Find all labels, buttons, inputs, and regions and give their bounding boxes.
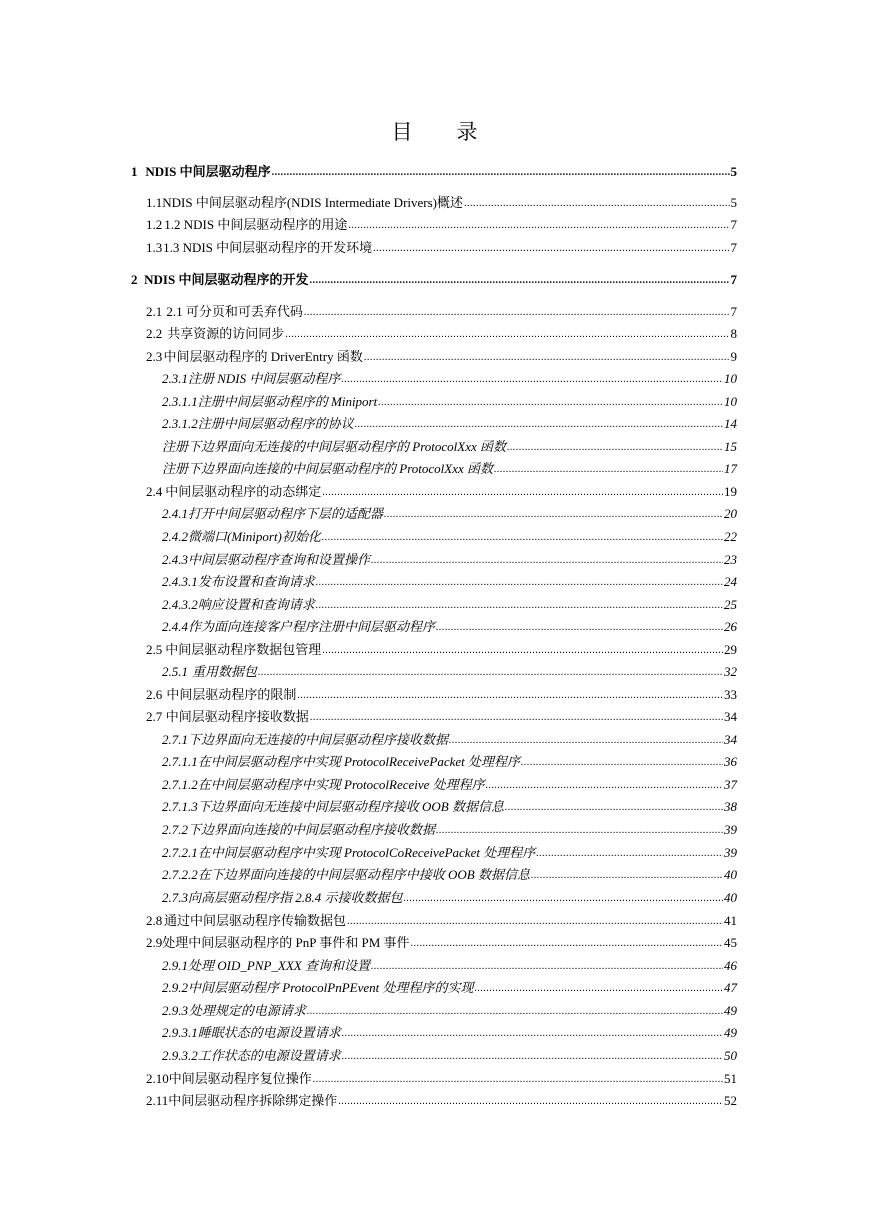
- toc-entry-number: 2.11: [146, 1093, 169, 1108]
- toc-leader-dots: [313, 1075, 723, 1085]
- toc-entry-number: 2.2: [146, 326, 163, 341]
- toc-entry-page: 49: [724, 1025, 737, 1040]
- toc-entry-number: 2.10: [146, 1071, 169, 1086]
- toc-entry[interactable]: [146, 687, 737, 703]
- toc-entry-title: 注册 NDIS 中间层驱动程序: [188, 371, 341, 386]
- toc-entry-title: 中间层驱动程序查询和设置操作: [188, 552, 371, 567]
- title-char-2: 录: [456, 120, 478, 144]
- toc-entry[interactable]: [162, 461, 737, 477]
- toc-entry[interactable]: [162, 416, 737, 432]
- toc-leader-dots: [341, 375, 723, 385]
- toc-entry-title: 注册中间层驱动程序的协议: [197, 416, 354, 431]
- toc-entry-page: 34: [724, 732, 737, 747]
- toc-entry-number: 2.3.1: [162, 371, 188, 386]
- toc-entry-number: 1: [131, 164, 138, 179]
- toc-entry[interactable]: [131, 164, 737, 180]
- toc-entry[interactable]: [162, 777, 737, 793]
- toc-leader-dots: [378, 398, 723, 408]
- toc-entry[interactable]: [162, 1003, 737, 1019]
- toc-entry[interactable]: [146, 913, 737, 929]
- toc-entry-title: 2.1 可分页和可丢弃代码: [166, 304, 303, 319]
- toc-entry-number: 2.9.1: [162, 958, 188, 973]
- toc-entry-number: 2.4.3: [162, 552, 188, 567]
- toc-entry-title: 注册中间层驱动程序的 Miniport: [197, 394, 378, 409]
- toc-entry-page: 40: [724, 867, 737, 882]
- toc-entry[interactable]: [146, 217, 737, 233]
- toc-leader-dots: [307, 1007, 723, 1017]
- toc-entry-title: 睡眠状态的电源设置请求: [197, 1025, 341, 1040]
- toc-entry-title: 注册下边界面向连接的中间层驱动程序的 ProtocolXxx 函数: [162, 461, 493, 476]
- toc-entry-title: 在中间层驱动程序中实现 ProtocolReceivePacket 处理程序: [197, 754, 521, 769]
- page-title: [0, 116, 869, 146]
- toc-entry-title: NDIS 中间层驱动程序: [145, 164, 271, 179]
- toc-entry[interactable]: [146, 326, 737, 342]
- toc-entry-page: 7: [730, 217, 737, 232]
- toc-entry-title: 通过中间层驱动程序传输数据包: [164, 913, 347, 928]
- toc-entry-title: 中间层驱动程序复位操作: [168, 1071, 312, 1086]
- toc-entry-title: 中间层驱动程序拆除绑定操作: [168, 1093, 338, 1108]
- toc-entry-page: 37: [724, 777, 737, 792]
- toc-leader-dots: [404, 894, 723, 904]
- toc-leader-dots: [342, 1029, 723, 1039]
- toc-leader-dots: [475, 984, 724, 994]
- toc-entry-number: 2.4.2: [162, 529, 188, 544]
- toc-entry[interactable]: [162, 371, 737, 387]
- toc-entry-number: 2.9.2: [162, 980, 188, 995]
- toc-entry-number: 2.7.1.2: [162, 777, 198, 792]
- toc-entry[interactable]: [162, 552, 737, 568]
- toc-entry-title: 作为面向连接客户程序注册中间层驱动程序: [188, 619, 436, 634]
- toc-entry-number: 2.4: [146, 484, 163, 499]
- toc-entry-page: 8: [730, 326, 737, 341]
- toc-entry-title: 1.3 NDIS 中间层驱动程序的开发环境: [163, 240, 373, 255]
- toc-leader-dots: [411, 939, 723, 949]
- toc-entry-page: 5: [730, 195, 737, 210]
- toc-entry-number: 2.4.4: [162, 619, 188, 634]
- toc-entry-title: 在中间层驱动程序中实现 ProtocolCoReceivePacket 处理程序: [197, 845, 536, 860]
- toc-entry-page: 17: [724, 461, 737, 476]
- toc-entry[interactable]: [162, 506, 737, 522]
- toc-entry[interactable]: [162, 822, 737, 838]
- toc-leader-dots: [373, 244, 729, 254]
- toc-entry[interactable]: [162, 664, 737, 680]
- toc-entry[interactable]: [162, 754, 737, 770]
- toc-entry-page: 33: [724, 687, 737, 702]
- toc-leader-dots: [436, 826, 723, 836]
- toc-entry[interactable]: [146, 709, 737, 725]
- toc-leader-dots: [309, 276, 729, 286]
- toc-entry-page: 47: [724, 980, 737, 995]
- toc-entry-page: 32: [724, 664, 737, 679]
- toc-entry-title: 注册下边界面向无连接的中间层驱动程序的 ProtocolXxx 函数: [162, 439, 506, 454]
- toc-entry-title: 中间层驱动程序接收数据: [165, 709, 309, 724]
- toc-entry-title: 中间层驱动程序的动态绑定: [165, 484, 322, 499]
- toc-entry-page: 10: [724, 394, 737, 409]
- toc-leader-dots: [348, 221, 729, 231]
- toc-entry-number: 2.6: [146, 687, 163, 702]
- toc-entry[interactable]: [146, 484, 737, 500]
- toc-leader-dots: [310, 713, 723, 723]
- toc-entry-title: 中间层驱动程序 ProtocolPnPEvent 处理程序的实现: [188, 980, 474, 995]
- toc-entry-page: 23: [724, 552, 737, 567]
- toc-leader-dots: [316, 578, 723, 588]
- toc-entry[interactable]: [146, 1071, 737, 1087]
- toc-entry[interactable]: [162, 574, 737, 590]
- toc-entry-number: 1.2: [146, 217, 163, 232]
- toc-entry-title: NDIS 中间层驱动程序的开发: [144, 272, 309, 287]
- toc-entry-page: 39: [724, 845, 737, 860]
- toc-leader-dots: [521, 758, 723, 768]
- toc-entry[interactable]: [146, 642, 737, 658]
- toc-entry-page: 14: [724, 416, 737, 431]
- toc-entry-number: 2.3.1.1: [162, 394, 198, 409]
- toc-entry-title: 中间层驱动程序数据包管理: [165, 642, 322, 657]
- toc-entry-number: 2.8: [146, 913, 163, 928]
- toc-entry-page: 19: [724, 484, 737, 499]
- toc-entry-title: 重用数据包: [192, 664, 258, 679]
- toc-entry-number: 2.7.2.2: [162, 867, 198, 882]
- toc-leader-dots: [507, 443, 723, 453]
- toc-entry-title: 在中间层驱动程序中实现 ProtocolReceive 处理程序: [197, 777, 485, 792]
- toc-entry-page: 36: [724, 754, 737, 769]
- toc-entry-page: 15: [724, 439, 737, 454]
- toc-leader-dots: [258, 668, 723, 678]
- toc-entry-title: 向高层驱动程序指 2.8.4 示接收数据包: [188, 890, 403, 905]
- toc-entry[interactable]: [162, 867, 737, 883]
- toc-entry-title: 中间层驱动程序的限制: [166, 687, 297, 702]
- toc-entry-title: 处理 OID_PNP_XXX 查询和设置: [188, 958, 370, 973]
- toc-leader-dots: [494, 465, 723, 475]
- toc-entry-title: 1.2 NDIS 中间层驱动程序的用途: [164, 217, 348, 232]
- toc-leader-dots: [436, 623, 723, 633]
- toc-entry[interactable]: [146, 935, 737, 951]
- toc-entry[interactable]: [146, 240, 737, 256]
- toc-entry-title: 处理中间层驱动程序的 PnP 事件和 PM 事件: [162, 935, 410, 950]
- toc-entry-title: 下边界面向连接的中间层驱动程序接收数据: [188, 822, 436, 837]
- toc-entry-number: 2.7.1: [162, 732, 188, 747]
- toc-entry-number: 2.9.3: [162, 1003, 188, 1018]
- toc-entry-number: 2.7.1.3: [162, 799, 198, 814]
- toc-entry[interactable]: [162, 845, 737, 861]
- toc-entry-page: 5: [730, 164, 737, 179]
- toc-entry-number: 2: [131, 272, 138, 287]
- toc-entry[interactable]: [162, 732, 737, 748]
- toc-entry-title: NDIS 中间层驱动程序(NDIS Intermediate Drivers)概述: [162, 195, 464, 210]
- toc-entry-number: 2.4.3.1: [162, 574, 198, 589]
- toc-entry-page: 26: [724, 619, 737, 634]
- toc-entry-page: 34: [724, 709, 737, 724]
- toc-leader-dots: [505, 803, 723, 813]
- toc-entry-number: 2.5: [146, 642, 163, 657]
- toc-leader-dots: [384, 510, 723, 520]
- toc-entry-page: 50: [724, 1048, 737, 1063]
- toc-leader-dots: [285, 330, 729, 340]
- toc-entry-title: 发布设置和查询请求: [197, 574, 315, 589]
- toc-entry-page: 38: [724, 799, 737, 814]
- toc-entry-title: 响应设置和查询请求: [197, 597, 315, 612]
- toc-entry-page: 7: [730, 272, 737, 287]
- toc-leader-dots: [322, 646, 723, 656]
- toc-entry-page: 10: [724, 371, 737, 386]
- toc-entry[interactable]: [162, 619, 737, 635]
- toc-entry-title: 微端口(Miniport)初始化: [188, 529, 321, 544]
- toc-entry[interactable]: [162, 1048, 737, 1064]
- toc-entry-number: 1.3: [146, 240, 163, 255]
- toc-entry[interactable]: [162, 439, 737, 455]
- toc-entry-title: 下边界面向无连接中间层驱动程序接收 OOB 数据信息: [197, 799, 504, 814]
- toc-entry[interactable]: [162, 394, 737, 410]
- toc-entry-page: 9: [730, 349, 737, 364]
- toc-leader-dots: [486, 781, 723, 791]
- toc-entry-number: 2.4.3.2: [162, 597, 198, 612]
- toc-entry-title: 打开中间层驱动程序下层的适配器: [188, 506, 384, 521]
- toc-entry-page: 22: [724, 529, 737, 544]
- toc-entry-number: 1.1: [146, 195, 163, 210]
- toc-entry-page: 41: [724, 913, 737, 928]
- toc-entry-number: 2.3: [146, 349, 163, 364]
- toc-entry[interactable]: [162, 529, 737, 545]
- toc-entry-number: 2.9: [146, 935, 163, 950]
- toc-leader-dots: [464, 199, 729, 209]
- toc-entry-number: 2.4.1: [162, 506, 188, 521]
- toc-entry-page: 7: [730, 240, 737, 255]
- toc-entry-number: 2.7.1.1: [162, 754, 198, 769]
- toc-leader-dots: [316, 601, 723, 611]
- toc-entry[interactable]: [146, 304, 737, 320]
- toc-entry-title: 在下边界面向连接的中间层驱动程序中接收 OOB 数据信息: [197, 867, 530, 882]
- toc-entry[interactable]: [146, 195, 737, 211]
- toc-entry[interactable]: [162, 890, 737, 906]
- toc-entry-page: 20: [724, 506, 737, 521]
- toc-leader-dots: [272, 168, 730, 178]
- toc-entry-page: 46: [724, 958, 737, 973]
- toc-entry-number: 2.3.1.2: [162, 416, 198, 431]
- toc-entry-title: 工作状态的电源设置请求: [197, 1048, 341, 1063]
- toc-leader-dots: [322, 488, 723, 498]
- toc-entry-number: 2.7.2.1: [162, 845, 198, 860]
- toc-entry-page: 45: [724, 935, 737, 950]
- title-char-1: 目: [391, 120, 413, 144]
- toc-entry[interactable]: [162, 1025, 737, 1041]
- toc-entry[interactable]: [162, 597, 737, 613]
- toc-leader-dots: [347, 917, 723, 927]
- toc-entry[interactable]: [162, 980, 737, 996]
- toc-entry-number: 2.7: [146, 709, 163, 724]
- toc-leader-dots: [364, 353, 730, 363]
- toc-leader-dots: [355, 420, 723, 430]
- toc-entry-page: 24: [724, 574, 737, 589]
- toc-entry-page: 49: [724, 1003, 737, 1018]
- toc-entry[interactable]: [162, 958, 737, 974]
- toc-entry-title: 处理规定的电源请求: [188, 1003, 306, 1018]
- toc-entry-title: 下边界面向无连接的中间层驱动程序接收数据: [188, 732, 449, 747]
- toc-leader-dots: [338, 1097, 723, 1107]
- toc-entry-title: 共享资源的访问同步: [167, 326, 285, 341]
- toc-entry-number: 2.1: [146, 304, 163, 319]
- toc-entry-page: 40: [724, 890, 737, 905]
- toc-entry-page: 7: [730, 304, 737, 319]
- toc-entry-number: 2.9.3.2: [162, 1048, 198, 1063]
- toc-leader-dots: [304, 308, 730, 318]
- toc-entry-number: 2.9.3.1: [162, 1025, 198, 1040]
- toc-entry[interactable]: [146, 1093, 737, 1109]
- toc-leader-dots: [531, 871, 723, 881]
- toc-entry-number: 2.7.3: [162, 890, 188, 905]
- toc-entry-page: 51: [724, 1071, 737, 1086]
- toc-entry-number: 2.5.1: [162, 664, 188, 679]
- toc-entry-page: 39: [724, 822, 737, 837]
- toc-leader-dots: [536, 849, 723, 859]
- toc-entry[interactable]: [146, 349, 737, 365]
- toc-leader-dots: [371, 556, 723, 566]
- toc-leader-dots: [297, 691, 723, 701]
- toc-entry[interactable]: [162, 799, 737, 815]
- toc-entry-number: 2.7.2: [162, 822, 188, 837]
- toc-leader-dots: [342, 1052, 723, 1062]
- toc-entry-page: 52: [724, 1093, 737, 1108]
- toc-entry[interactable]: [131, 272, 737, 288]
- toc-entry-page: 29: [724, 642, 737, 657]
- toc-leader-dots: [371, 962, 723, 972]
- toc-entry-page: 25: [724, 597, 737, 612]
- toc-leader-dots: [322, 533, 723, 543]
- toc-leader-dots: [449, 736, 723, 746]
- toc-entry-title: 中间层驱动程序的 DriverEntry 函数: [163, 349, 363, 364]
